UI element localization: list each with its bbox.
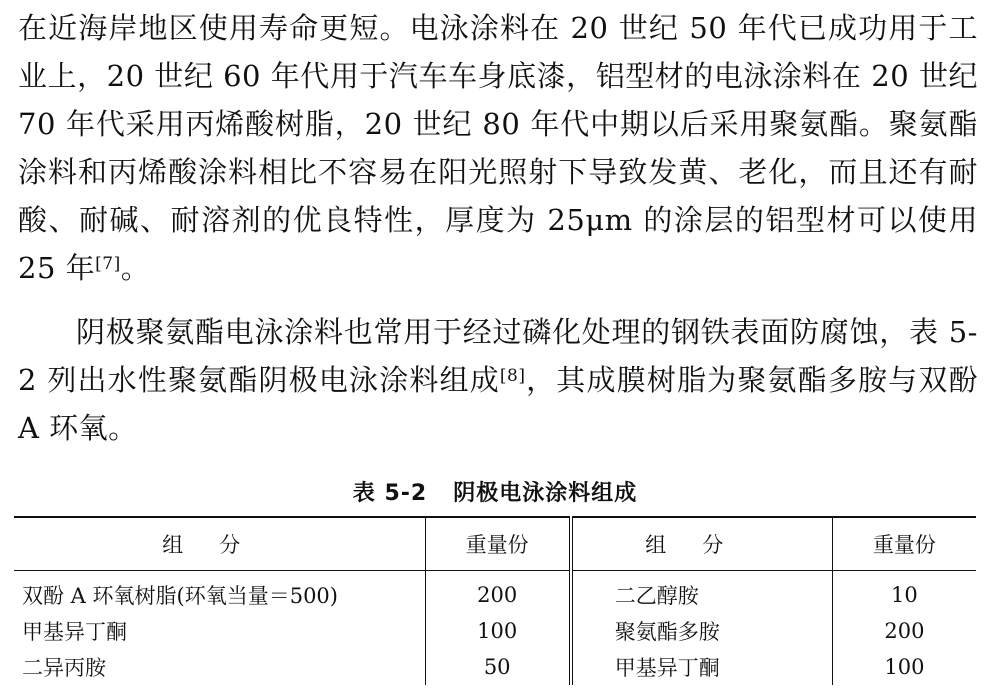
cell-component: 甲基异丁酮	[571, 649, 833, 685]
header-parts-left: 重量份	[425, 517, 571, 571]
table-row	[14, 613, 976, 649]
citation-ref-7: [7]	[95, 254, 121, 274]
cell-parts: 100	[832, 649, 976, 685]
paragraph-electrophoretic-history	[18, 4, 978, 292]
cell-component: 甲基异丁酮	[22, 620, 127, 644]
table-row	[14, 571, 976, 614]
table-number: 表 5-2	[352, 481, 428, 506]
composition-table	[14, 516, 976, 685]
table-title: 阴极电泳涂料组成	[453, 481, 638, 506]
cell-component: 双酚 A 环氧树脂(环氧当量＝500)	[22, 584, 338, 608]
cell-component: 二乙醇胺	[571, 571, 833, 614]
paragraph-end: 。	[120, 251, 151, 285]
paragraph-text: 阴极聚氨酯电泳涂料也常用于经过磷化处理的钢铁表面防腐蚀，表 5-2 列出水性聚氨酯阴极电泳涂料组成	[18, 315, 978, 397]
cell-parts: 10	[832, 571, 976, 614]
paragraph-text: 在近海岸地区使用寿命更短。电泳涂料在 20 世纪 50 年代已成功用于工业上，20 世纪 60 年代用于汽车车身底漆，铝型材的电泳涂料在 20 世纪 70 年代采用丙烯酸树脂，20 世纪 80 年代中期以后采用聚氨酯。聚氨酯涂料和丙烯酸涂料相比不容易在阳光照射下导致发黄、老化，而且还有耐酸、耐碱、耐溶剂的优良特性，厚度为 25μm 的涂层的铝型材可以使用 25 年	[18, 11, 978, 285]
cell-component: 聚氨酯多胺	[571, 613, 833, 649]
cell-component: 二异丙胺	[22, 656, 106, 680]
cell-parts: 200	[425, 571, 571, 614]
table-row	[14, 649, 976, 685]
header-parts-right: 重量份	[832, 517, 976, 571]
header-component-left: 组分	[162, 533, 277, 557]
table-caption	[0, 476, 990, 507]
citation-ref-8: [8]	[499, 366, 526, 386]
paragraph-cathodic-polyurethane	[18, 308, 978, 452]
cell-parts: 100	[425, 613, 571, 649]
cell-parts: 50	[425, 649, 571, 685]
header-component-right: 组分	[571, 517, 833, 571]
cell-parts: 200	[832, 613, 976, 649]
table-header-row	[14, 517, 976, 571]
paragraph-text-continued: ，其成膜树脂为聚氨酯多胺与双酚 A 环氧。	[18, 363, 978, 445]
